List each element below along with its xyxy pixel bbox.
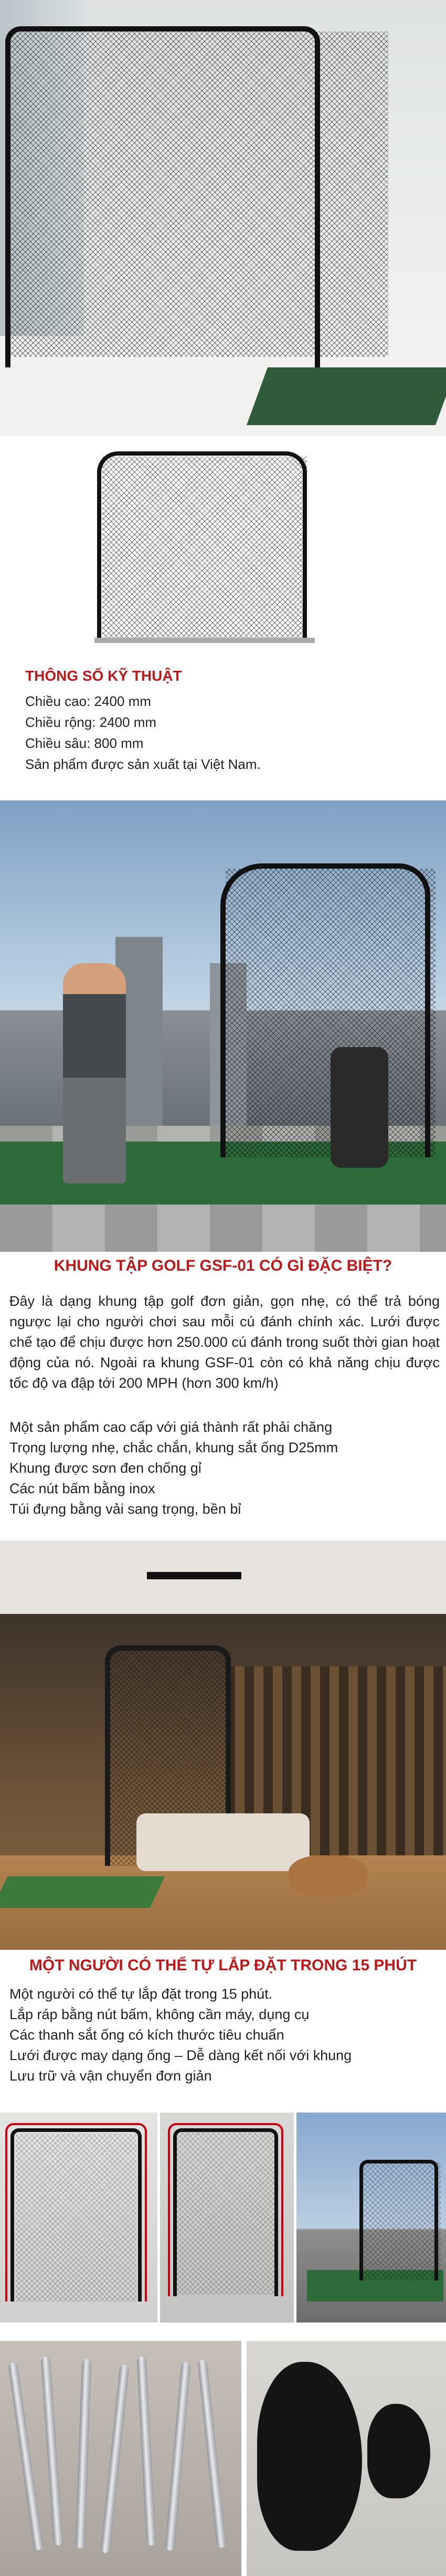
golf-frame bbox=[359, 2160, 438, 2281]
living-room-photo bbox=[0, 1540, 446, 1950]
carry-bag bbox=[367, 2404, 430, 2498]
steel-pipe bbox=[137, 2357, 156, 2546]
parts-photos bbox=[0, 2341, 446, 2576]
steel-pipe bbox=[100, 2364, 130, 2553]
specs-heading: THÔNG SỐ KỸ THUẬT bbox=[25, 668, 182, 684]
feature-item: Khung được sơn đen chống gỉ bbox=[9, 1460, 201, 1476]
studio-setup-photo bbox=[0, 0, 446, 436]
net-bag-photo bbox=[247, 2341, 446, 2576]
net-bundle bbox=[257, 2362, 362, 2551]
setup-item: Một người có thể tự lắp đặt trong 15 phút. bbox=[9, 1986, 273, 2002]
frame-base bbox=[94, 638, 315, 643]
intro-paragraph: Đây là dạng khung tập golf đơn giản, gọn nhẹ, có thể trả bóng ngược lại cho người chơi sau mỗi cú đánh chính xác. Lưới được chế tạo để chịu được hơn 250.000 cú đánh trong suốt thời gian hoạt động của nó. Ngoài ra khung GSF-01 còn có khả năng chịu được tốc độ va đập tới 200 MPH (hơn 300 km/h) bbox=[9, 1293, 440, 1391]
steel-pipe bbox=[8, 2362, 44, 2550]
golf-frame bbox=[5, 26, 320, 367]
section-heading-setup: MỘT NGƯỜI CÓ THỂ TỰ LẮP ĐẶT TRONG 15 PHÚT bbox=[29, 1957, 417, 1974]
spec-line: Chiều rộng: 2400 mm bbox=[25, 714, 157, 730]
steel-pipe bbox=[197, 2359, 227, 2548]
dimension-photo-side bbox=[160, 2113, 294, 2322]
specs-block bbox=[25, 668, 424, 775]
golfer bbox=[63, 963, 126, 1184]
dimension-marker bbox=[5, 2123, 147, 2301]
feature-item: Túi đựng bằng vải sang trọng, bền bỉ bbox=[9, 1501, 241, 1517]
rooftop-golfer-photo bbox=[0, 800, 446, 1252]
turf bbox=[0, 1876, 165, 1908]
coffee-table bbox=[289, 1855, 367, 1897]
steel-pipes-photo bbox=[0, 2341, 241, 2576]
setup-list bbox=[9, 1984, 440, 2086]
dimension-photo-front bbox=[0, 2113, 157, 2322]
feature-list bbox=[9, 1417, 440, 1519]
track-light bbox=[147, 1572, 241, 1579]
golf-frame bbox=[220, 863, 430, 1157]
dimension-photos bbox=[0, 2113, 446, 2322]
rooftop-photo bbox=[296, 2113, 446, 2322]
setup-item: Lưu trữ và vận chuyển đơn giản bbox=[9, 2068, 212, 2084]
golf-frame bbox=[97, 451, 307, 640]
sofa bbox=[136, 1813, 310, 1871]
section-heading-special: KHUNG TẬP GOLF GSF-01 CÓ GÌ ĐẶC BIỆT? bbox=[54, 1257, 392, 1274]
spec-line: Chiều sâu: 800 mm bbox=[25, 735, 144, 751]
spec-line: Chiều cao: 2400 mm bbox=[25, 693, 151, 709]
setup-item: Các thanh sắt ống có kích thước tiêu chuẩn bbox=[9, 2027, 284, 2043]
dimension-marker bbox=[168, 2123, 283, 2296]
steel-pipe bbox=[76, 2359, 92, 2548]
spec-line: Sản phẩm được sản xuất tại Việt Nam. bbox=[25, 756, 261, 772]
steel-pipe bbox=[40, 2357, 63, 2546]
hitting-mat bbox=[247, 367, 446, 425]
feature-item: Một sản phẩm cao cấp với giá thành rất phải chăng bbox=[9, 1419, 333, 1435]
feature-item: Các nút bấm bằng inox bbox=[9, 1481, 155, 1496]
setup-item: Lắp ráp bằng nút bấm, không cần máy, dụng cụ bbox=[9, 2007, 310, 2022]
feature-item: Trọng lượng nhẹ, chắc chắn, khung sắt ống D25mm bbox=[9, 1440, 338, 1455]
golf-bag bbox=[331, 1047, 388, 1168]
product-photo bbox=[0, 441, 446, 661]
setup-item: Lưới được may dạng ống – Dễ dàng kết nối với khung bbox=[9, 2047, 352, 2063]
steel-pipe bbox=[165, 2362, 190, 2551]
